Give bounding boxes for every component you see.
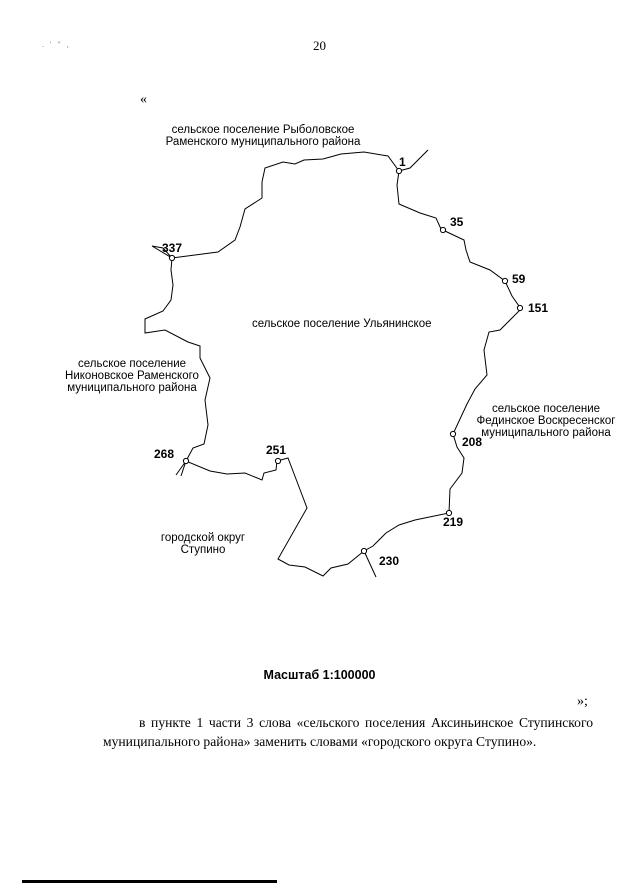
point-markers bbox=[169, 168, 522, 553]
point-label-337: 337 bbox=[162, 241, 183, 255]
point-marker-1 bbox=[396, 168, 401, 173]
center-settlement-label: сельское поселение Ульянинское bbox=[252, 318, 432, 330]
point-label-59: 59 bbox=[512, 272, 526, 286]
point-label-1: 1 bbox=[399, 155, 406, 169]
south-neighbor-line-1: городской округ bbox=[160, 532, 246, 544]
close-quote: »; bbox=[577, 694, 588, 709]
point-marker-59 bbox=[502, 278, 507, 283]
south-neighbor-label bbox=[148, 532, 258, 556]
point-marker-35 bbox=[440, 227, 445, 232]
point-marker-208 bbox=[450, 431, 455, 436]
point-marker-151 bbox=[517, 305, 522, 310]
east-neighbor-label bbox=[466, 403, 626, 439]
point-marker-268 bbox=[183, 458, 188, 463]
south-neighbor-line-2: Ступино bbox=[180, 544, 226, 556]
point-marker-230 bbox=[361, 548, 366, 553]
north-neighbor-line-1: сельское поселение Рыболовское bbox=[171, 124, 355, 136]
point-label-268: 268 bbox=[154, 447, 175, 461]
north-neighbor-label bbox=[133, 124, 393, 148]
corner-marks: . ' " , bbox=[42, 40, 71, 49]
point-label-219: 219 bbox=[443, 515, 464, 529]
spur-line-230 bbox=[364, 551, 376, 577]
north-neighbor-line-2: Раменского муниципального района bbox=[165, 136, 361, 148]
point-label-251: 251 bbox=[266, 443, 287, 457]
east-neighbor-line-2: Фединское Воскресенског bbox=[476, 415, 616, 427]
east-neighbor-line-1: сельское поселение bbox=[491, 403, 601, 415]
point-marker-251 bbox=[275, 458, 280, 463]
point-label-208: 208 bbox=[462, 435, 483, 449]
open-quote: « bbox=[140, 92, 147, 107]
amendment-paragraph: в пункте 1 части 3 слова «сельского поселения Аксиньинское Ступинского муниципального района» заменить словами «городского округа Ступино». bbox=[103, 715, 593, 749]
west-neighbor-label bbox=[44, 358, 220, 394]
west-neighbor-line-3: муниципального района bbox=[67, 382, 197, 394]
west-neighbor-line-1: сельское поселение bbox=[77, 358, 187, 370]
map-scale: Масштаб 1:100000 bbox=[263, 668, 376, 682]
point-label-151: 151 bbox=[528, 301, 549, 315]
east-neighbor-line-3: муниципального района bbox=[481, 427, 611, 439]
west-neighbor-line-2: Никоновское Раменского bbox=[65, 370, 199, 382]
bottom-rule bbox=[22, 880, 277, 883]
point-marker-337 bbox=[169, 255, 174, 260]
page-number: 20 bbox=[313, 38, 326, 53]
point-label-230: 230 bbox=[379, 554, 400, 568]
point-label-35: 35 bbox=[450, 215, 464, 229]
